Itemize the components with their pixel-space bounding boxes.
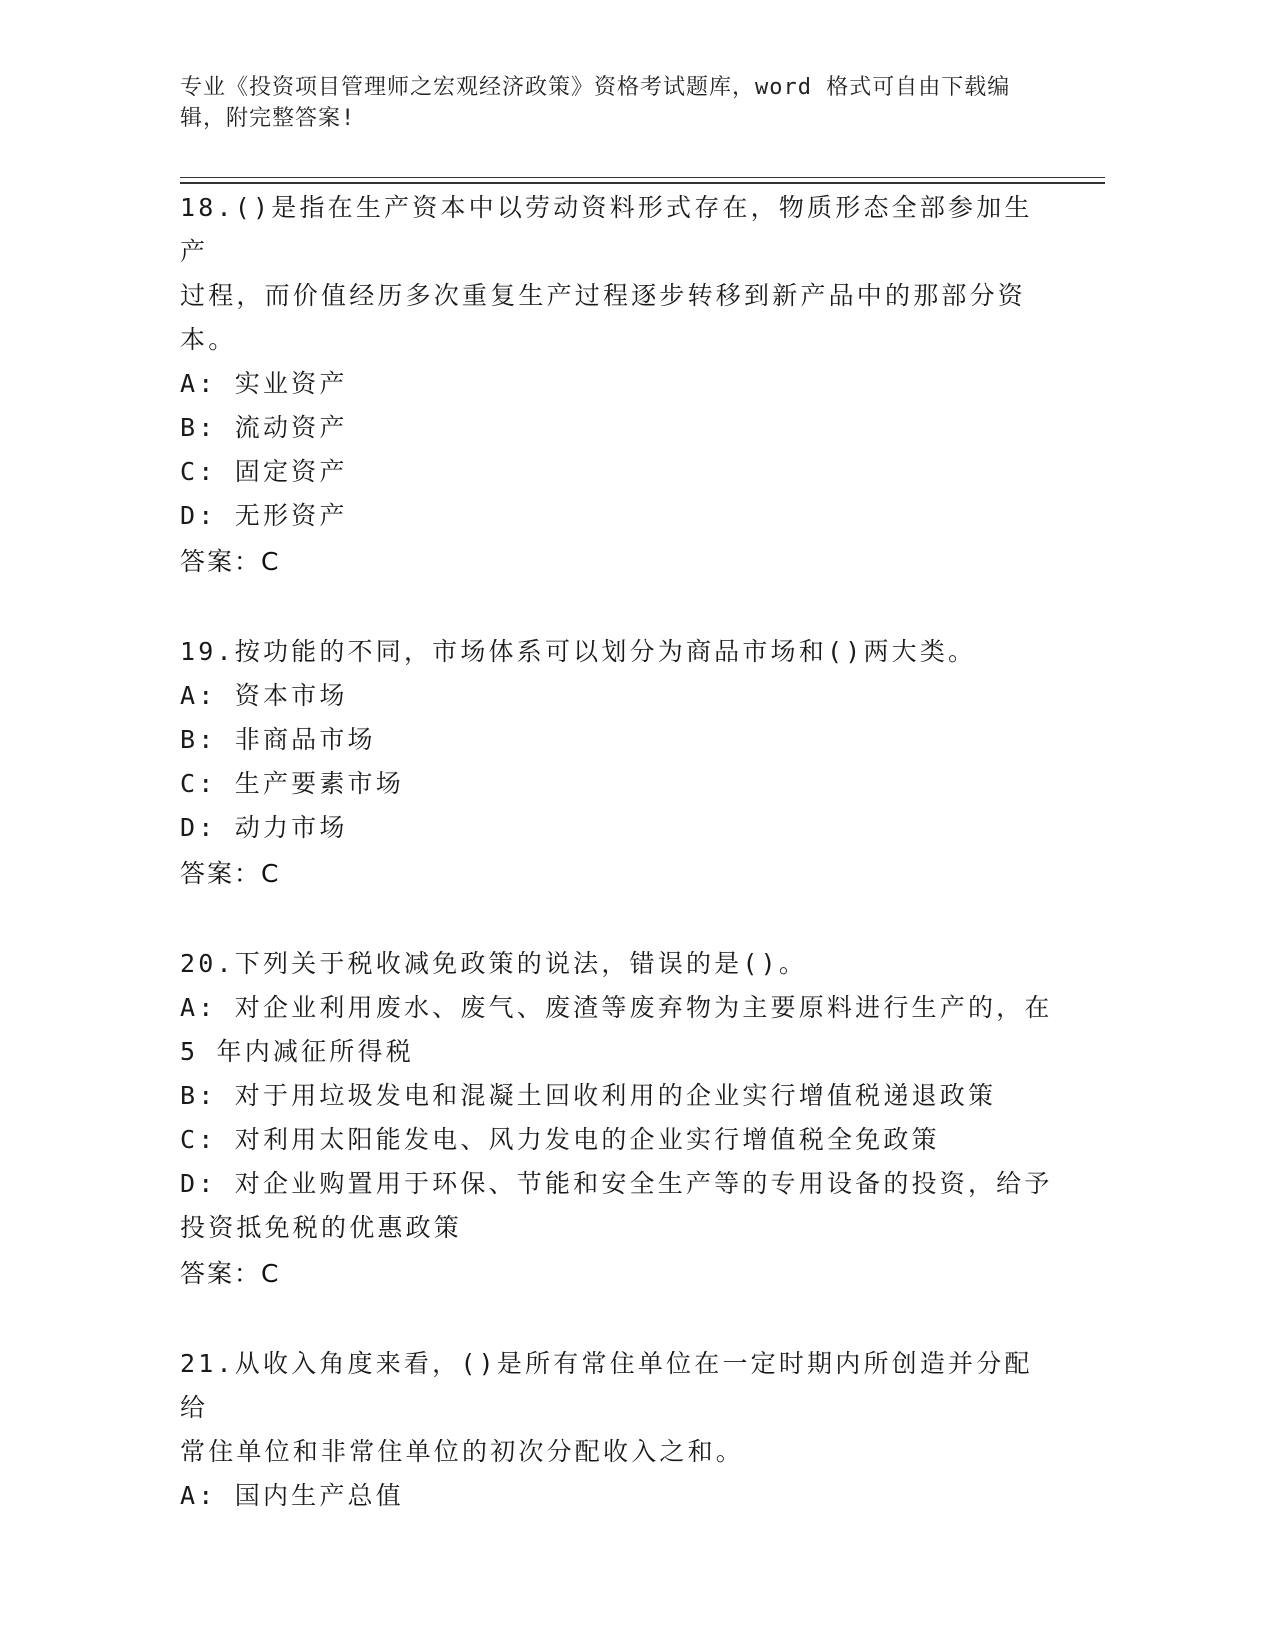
question-text: 18.()是指在生产资本中以劳动资料形式存在，物质形态全部参加生产 bbox=[180, 193, 1033, 266]
question-21 bbox=[180, 1342, 1060, 1518]
header-divider-thin bbox=[180, 177, 1105, 178]
option-b: B: 非商品市场 bbox=[180, 725, 376, 754]
option-d: D: 对企业购置用于环保、节能和安全生产等的专用设备的投资，给予 bbox=[180, 1169, 1053, 1198]
option-a: A: 资本市场 bbox=[180, 681, 348, 710]
question-text: 21.从收入角度来看，()是所有常住单位在一定时期内所创造并分配给 bbox=[180, 1349, 1033, 1422]
option-c: C: 固定资产 bbox=[180, 457, 348, 486]
header-line: 专业《投资项目管理师之宏观经济政策》资格考试题库，word 格式可自由下载编 bbox=[180, 75, 1011, 100]
question-text: 19.按功能的不同，市场体系可以划分为商品市场和()两大类。 bbox=[180, 637, 977, 666]
question-text: 20.下列关于税收减免政策的说法，错误的是()。 bbox=[180, 949, 808, 978]
question-text: 常住单位和非常住单位的初次分配收入之和。 bbox=[180, 1437, 745, 1466]
question-text: 本。 bbox=[180, 325, 237, 354]
question-list bbox=[180, 186, 1060, 1518]
spacer bbox=[180, 586, 1060, 630]
question-18 bbox=[180, 186, 1060, 586]
header-line: 辑，附完整答案! bbox=[180, 106, 356, 131]
answer: 答案：C bbox=[180, 859, 281, 888]
option-c: C: 对利用太阳能发电、风力发电的企业实行增值税全免政策 bbox=[180, 1125, 940, 1154]
option-b: B: 对于用垃圾发电和混凝土回收利用的企业实行增值税递退政策 bbox=[180, 1081, 997, 1110]
option-d-continued: 投资抵免税的优惠政策 bbox=[180, 1213, 463, 1242]
spacer bbox=[180, 1298, 1060, 1342]
question-20 bbox=[180, 942, 1060, 1298]
option-b: B: 流动资产 bbox=[180, 413, 348, 442]
spacer bbox=[180, 898, 1060, 942]
header-divider-thick bbox=[180, 182, 1105, 184]
option-a: A: 国内生产总值 bbox=[180, 1481, 404, 1510]
document-header bbox=[180, 72, 1060, 134]
answer: 答案：C bbox=[180, 547, 281, 576]
option-a: A: 实业资产 bbox=[180, 369, 348, 398]
option-c: C: 生产要素市场 bbox=[180, 769, 404, 798]
option-d: D: 动力市场 bbox=[180, 813, 348, 842]
option-a: A: 对企业利用废水、废气、废渣等废弃物为主要原料进行生产的，在 bbox=[180, 993, 1053, 1022]
question-19 bbox=[180, 630, 1060, 898]
option-d: D: 无形资产 bbox=[180, 501, 348, 530]
question-text: 过程，而价值经历多次重复生产过程逐步转移到新产品中的那部分资 bbox=[180, 281, 1027, 310]
answer: 答案：C bbox=[180, 1259, 281, 1288]
option-a-continued: 5 年内减征所得税 bbox=[180, 1037, 414, 1066]
